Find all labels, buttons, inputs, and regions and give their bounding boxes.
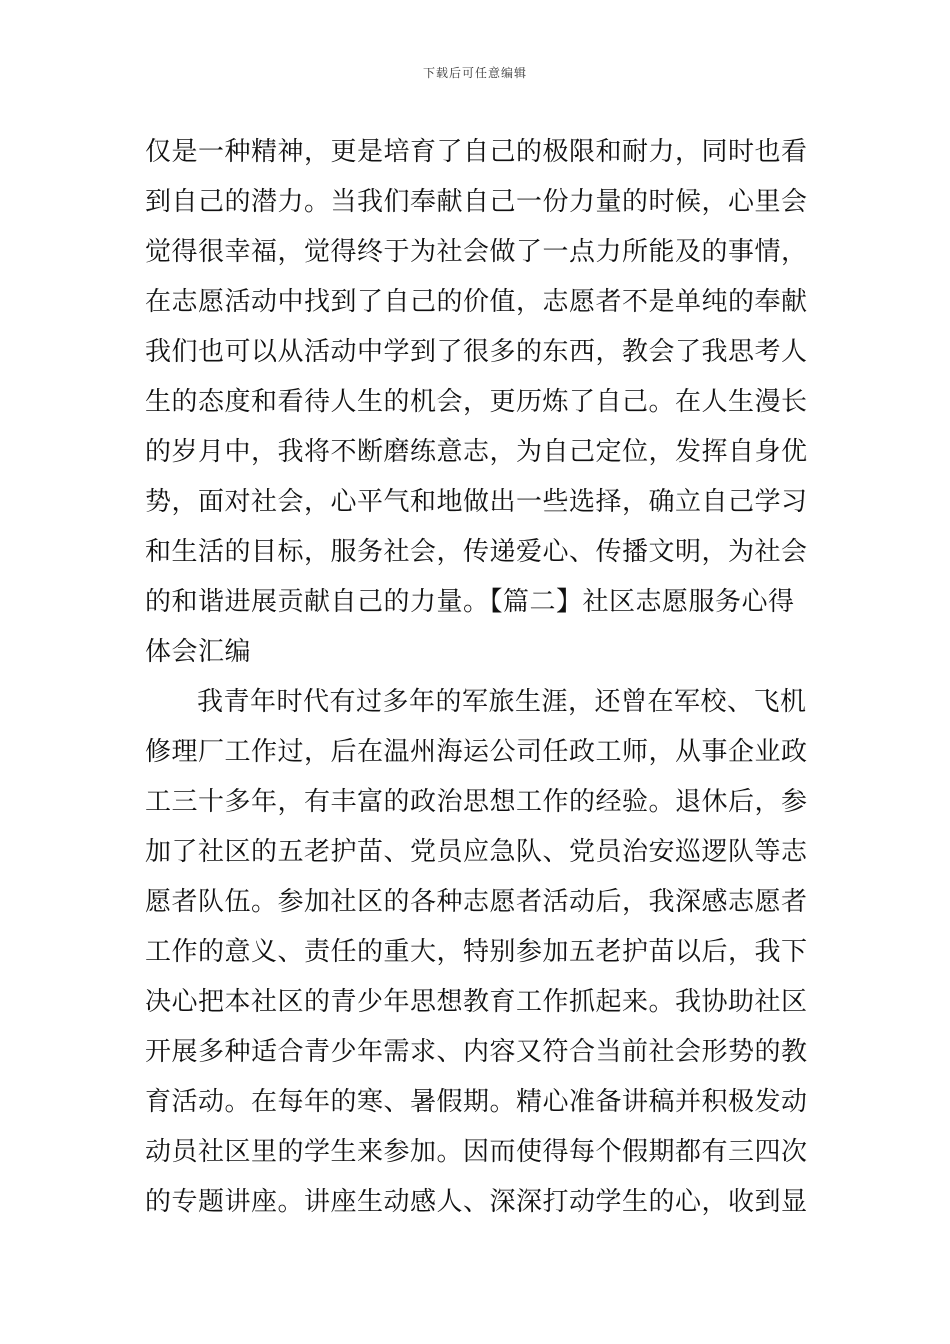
text-line: 的专题讲座。讲座生动感人、深深打动学生的心，收到显 — [145, 1187, 808, 1217]
text-line: 育活动。在每年的寒、暑假期。精心准备讲稿并积极发动 — [145, 1087, 808, 1117]
text-line: 生的态度和看待人生的机会，更历炼了自己。在人生漫长 — [145, 387, 808, 417]
text-line: 在志愿活动中找到了自己的价值，志愿者不是单纯的奉献 — [145, 287, 808, 317]
text-line: 体会汇编 — [145, 637, 252, 667]
text-line: 工三十多年，有丰富的政治思想工作的经验。退休后，参 — [145, 787, 808, 817]
document-body — [145, 127, 807, 1227]
text-line: 到自己的潜力。当我们奉献自己一份力量的时候，心里会 — [145, 187, 808, 217]
text-line: 动员社区里的学生来参加。因而使得每个假期都有三四次 — [145, 1137, 808, 1167]
page-header: 下载后可任意编辑 — [422, 66, 527, 80]
text-line: 势，面对社会，心平气和地做出一些选择，确立自己学习 — [145, 487, 808, 517]
paragraph-1 — [145, 127, 807, 677]
text-line: 的和谐进展贡献自己的力量。【篇二】社区志愿服务心得 — [145, 587, 795, 617]
text-line: 仅是一种精神，更是培育了自己的极限和耐力，同时也看 — [145, 137, 808, 167]
text-line: 决心把本社区的青少年思想教育工作抓起来。我协助社区 — [145, 987, 808, 1017]
text-line: 愿者队伍。参加社区的各种志愿者活动后，我深感志愿者 — [145, 887, 808, 917]
text-line: 工作的意义、责任的重大，特别参加五老护苗以后，我下 — [145, 937, 808, 967]
text-line: 我青年时代有过多年的军旅生涯，还曾在军校、飞机 — [197, 687, 807, 717]
text-line: 的岁月中，我将不断磨练意志，为自己定位，发挥自身优 — [145, 437, 808, 467]
text-line: 我们也可以从活动中学到了很多的东西，教会了我思考人 — [145, 337, 808, 367]
text-line: 修理厂工作过，后在温州海运公司任政工师，从事企业政 — [145, 737, 808, 767]
text-line: 觉得很幸福，觉得终于为社会做了一点力所能及的事情， — [145, 237, 808, 267]
text-line: 开展多种适合青少年需求、内容又符合当前社会形势的教 — [145, 1037, 808, 1067]
paragraph-2 — [145, 677, 807, 1227]
text-line: 加了社区的五老护苗、党员应急队、党员治安巡逻队等志 — [145, 837, 808, 867]
text-line: 和生活的目标，服务社会，传递爱心、传播文明，为社会 — [145, 537, 808, 567]
